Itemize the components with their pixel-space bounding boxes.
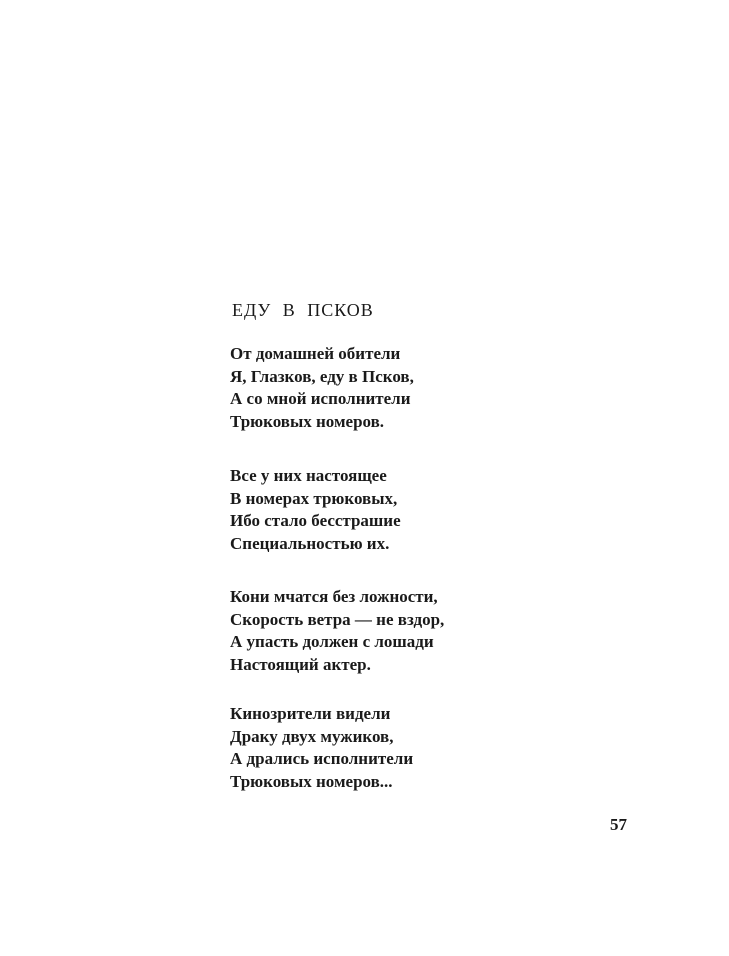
stanza (230, 343, 414, 433)
poem-line: Настоящий актер. (230, 654, 371, 674)
poem-line: А дрались исполнители (230, 749, 414, 768)
poem-line: Скорость ветра — не вздор, (230, 609, 445, 629)
stanza (230, 465, 401, 555)
poem-line: Трюковых номеров. (230, 411, 385, 431)
stanza (230, 586, 444, 676)
poem-line: А упасть должен с лошади (230, 632, 434, 651)
poem-title: ЕДУ В ПСКОВ (232, 300, 374, 320)
poem-line: Драку двух мужиков, (230, 726, 394, 746)
poem-line: Все у них настоящее (230, 466, 387, 485)
poem-line: Ибо стало бесстрашие (230, 511, 401, 530)
poem-line: Специальностью их. (230, 533, 390, 553)
poem-line: В номерах трюковых, (230, 488, 398, 508)
poem-line: Кинозрители видели (230, 704, 391, 723)
page-number: 57 (610, 815, 627, 834)
poem-line: Я, Глазков, еду в Псков, (230, 366, 414, 386)
poem-line: А со мной исполнители (230, 389, 411, 408)
stanza (230, 703, 413, 793)
poem-line: Кони мчатся без ложности, (230, 587, 438, 606)
poem-line: Трюковых номеров... (230, 771, 393, 791)
poem-line: От домашней обители (230, 344, 401, 363)
